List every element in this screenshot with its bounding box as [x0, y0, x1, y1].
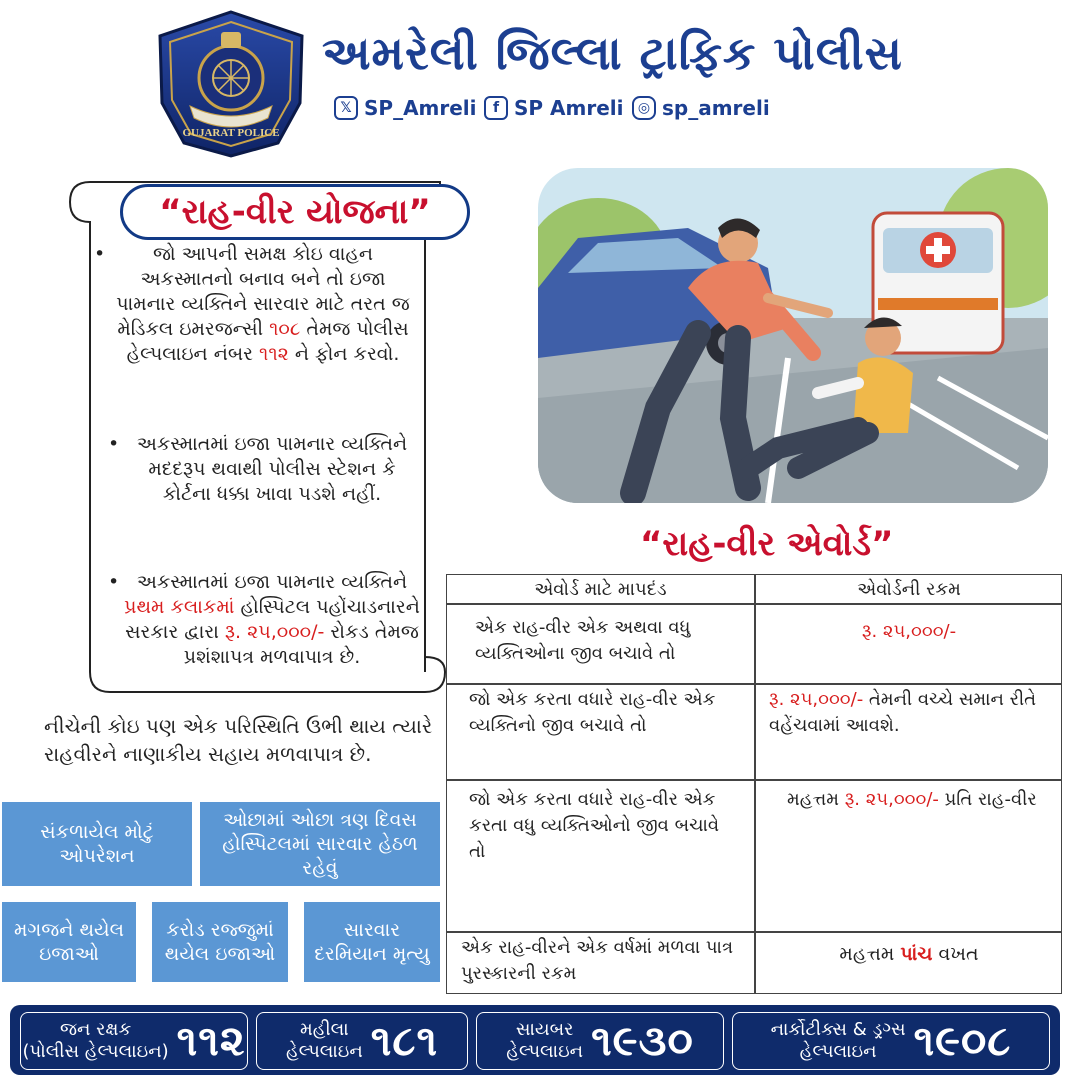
- table-row-2-amount: રૂ. ૨૫,૦૦૦/- તેમની વચ્ચે સમાન રીતે વહેંચવામાં આવશે.: [769, 689, 1037, 736]
- helpline-women-label: મહીલા હેલ્પલાઇન: [285, 1019, 363, 1062]
- helpline-cyber[interactable]: [476, 1012, 724, 1070]
- badge-text: GUJARAT POLICE: [182, 127, 280, 139]
- x-icon: 𝕏: [334, 96, 358, 120]
- helpline-police-number: ૧૧૨: [176, 1016, 246, 1065]
- helpline-police[interactable]: [20, 1012, 248, 1070]
- bullet-3-text-b: હોસ્પિટલ પહોંચાડનારને સરકાર દ્વારા: [125, 596, 420, 643]
- org-title: અમરેલી જિલ્લા ટ્રાફિક પોલીસ: [322, 26, 903, 80]
- police-number: ૧૧૨: [259, 343, 289, 365]
- bullet-1-text-b: તેમજ પોલીસ હેલ્પલાઇન નંબર: [126, 318, 409, 365]
- bullet-1-text-c: ને ફોન કરવો.: [288, 343, 400, 365]
- assistance-intro: નીચેની કોઇ પણ એક પરિસ્થિતિ ઉભી થાય ત્યારે રાહવીરને નાણાકીય સહાય મળવાપાત્ર છે.: [44, 714, 433, 766]
- reward-amount-highlight: રૂ. ૨૫,૦૦૦/-: [224, 621, 325, 643]
- helpline-police-label: જન રક્ષક (પોલીસ હેલ્પલાઇન): [22, 1019, 169, 1062]
- table-row-1-amount: [755, 619, 1063, 645]
- amount-highlight: રૂ. ૨૫,૦૦૦/-: [769, 689, 864, 710]
- scheme-bullet-1: [94, 242, 418, 367]
- table-row-3-amount: મહત્તમ રૂ. ૨૫,૦૦૦/- પ્રતિ રાહ-વીર: [787, 789, 1037, 810]
- table-row-2-criteria: જો એક કરતા વધારે રાહ-વીર એક વ્યક્તિનો જીવ બચાવે તો: [469, 689, 716, 736]
- social-instagram-link[interactable]: [632, 96, 770, 120]
- first-hour-highlight: પ્રથમ કલાકમાં: [124, 596, 235, 618]
- scheme-bullet-2: [108, 432, 422, 507]
- table-row-1-criteria: એક રાહ-વીર એક અથવા વધુ વ્યક્તિઓના જીવ બચાવે તો: [475, 617, 691, 664]
- case-brain-injury: મગજને થયેલ ઇજાઓ: [2, 902, 136, 982]
- amount-highlight: રૂ. ૨૫,૦૦૦/-: [844, 789, 939, 810]
- table-row-4-amount: મહત્તમ પાંચ વખત: [839, 943, 979, 965]
- table-row-4-criteria: એક રાહ-વીરને એક વર્ષમાં મળવા પાત્ર પુરસ્કારની રકમ: [461, 937, 734, 984]
- helpline-narcotics[interactable]: [732, 1012, 1050, 1070]
- helpline-narcotics-number: ૧૯૦૮: [913, 1016, 1012, 1065]
- rescue-illustration: [538, 168, 1048, 503]
- case-hospital-three-days: ઓછામાં ઓછા ત્રણ દિવસ હોસ્પિટલમાં સારવાર હેઠળ રહેવું: [200, 802, 440, 886]
- facebook-icon: f: [484, 96, 508, 120]
- award-title: “રાહ-વીર એવોર્ડ”: [640, 524, 894, 564]
- social-x-handle: SP_Amreli: [364, 96, 477, 120]
- social-x-link[interactable]: [334, 96, 477, 120]
- social-facebook-handle: SP Amreli: [514, 96, 624, 120]
- social-instagram-handle: sp_amreli: [662, 96, 770, 120]
- case-major-operation: સંકળાયેલ મોટું ઓપરેશન: [2, 802, 192, 886]
- case-death-during-treatment: સારવાર દરમિયાન મૃત્યુ: [304, 902, 440, 982]
- bullet-3-text-c: રોકડ તેમજ પ્રશંશાપત્ર મળવાપાત્ર છે.: [183, 621, 419, 668]
- scheme-title: “રાહ-વીર યોજના”: [120, 184, 470, 240]
- bullet-dot: •: [108, 433, 120, 455]
- table-header-amount: એવોર્ડની રકમ: [857, 579, 961, 600]
- table-row-3-criteria: જો એક કરતા વધારે રાહ-વીર એક કરતા વધુ વ્યક્તિઓનો જીવ બચાવે તો: [469, 789, 720, 862]
- bullet-dot: •: [108, 571, 120, 593]
- bullet-2-text: અકસ્માતમાં ઇજા પામનાર વ્યક્તિને મદદરૂપ થવાથી પોલીસ સ્ટેશન કે કોર્ટના ધક્કા ખાવા પડશે નહીં.: [136, 433, 408, 505]
- helpline-cyber-number: ૧૯૩૦: [591, 1016, 694, 1065]
- bullet-dot: •: [94, 243, 106, 265]
- social-facebook-link[interactable]: [484, 96, 623, 120]
- bullet-1-text-a: જો આપની સમક્ષ કોઇ વાહન અકસ્માતનો બનાવ બને તો ઇજા પામનાર વ્યક્તિને સારવાર માટે તરત જ મેડિકલ ઇમરજન્સી: [116, 243, 410, 340]
- case-spinal-injury: કરોડ રજ્જુમાં થયેલ ઇજાઓ: [152, 902, 288, 982]
- scheme-bullet-3: [108, 570, 422, 670]
- helpline-women[interactable]: [256, 1012, 468, 1070]
- helpline-narcotics-label: નાર્કોટીક્સ & ડ્રગ્સ હેલ્પલાઇન: [770, 1019, 906, 1062]
- helpline-cyber-label: સાયબર હેલ્પલાઇન: [506, 1019, 584, 1062]
- amount-highlight: રૂ. ૨૫,૦૦૦/-: [861, 621, 957, 642]
- instagram-icon: ◎: [632, 96, 656, 120]
- amount-highlight: પાંચ: [900, 943, 933, 965]
- table-header-criteria: એવોર્ડ માટે માપદંડ: [534, 579, 667, 600]
- gujarat-police-badge: [150, 8, 312, 158]
- helpline-women-number: ૧૮૧: [370, 1016, 439, 1065]
- ambulance-number: ૧૦૮: [269, 318, 301, 340]
- award-table: [446, 574, 1062, 994]
- bullet-3-text-a: અકસ્માતમાં ઇજા પામનાર વ્યક્તિને: [136, 571, 408, 593]
